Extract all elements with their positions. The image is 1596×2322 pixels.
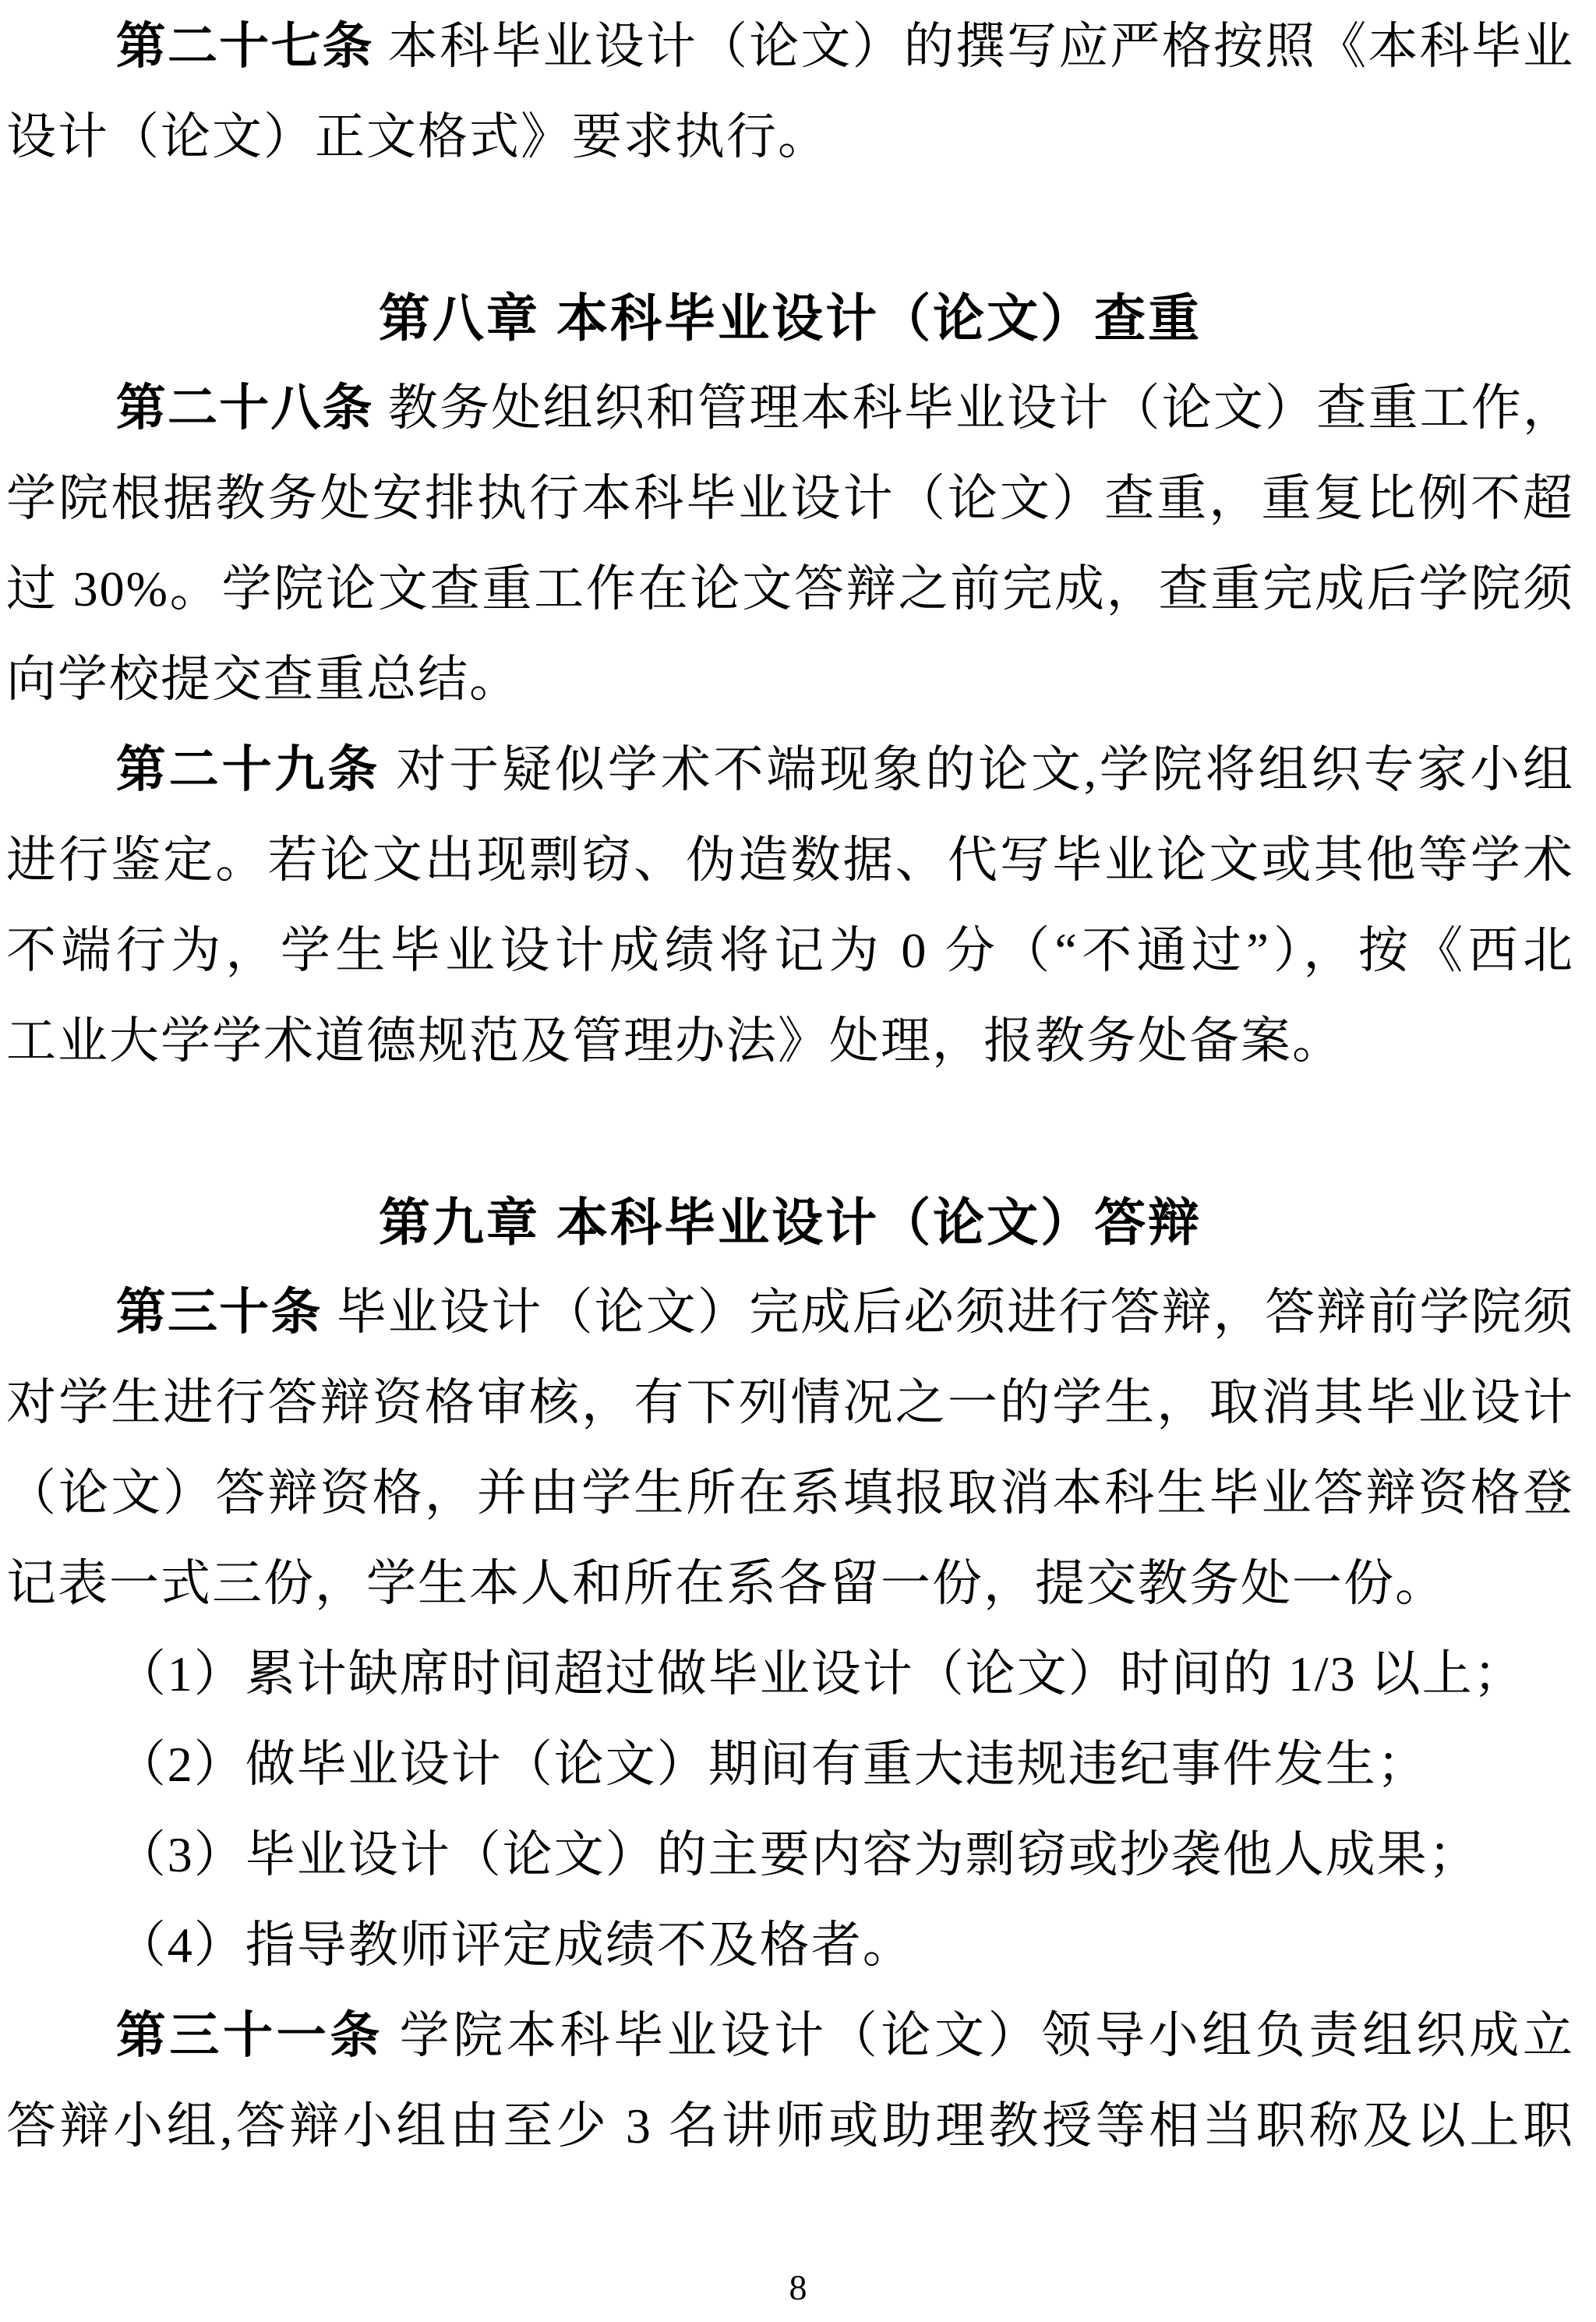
text-line	[6, 1448, 1574, 1539]
text-line	[6, 725, 1574, 815]
text-line	[6, 1900, 1574, 1991]
chapter-heading	[6, 273, 1574, 363]
line-text: 工业大学学术道德规范及管理办法》处理，报教务处备案。	[6, 1013, 1344, 1069]
blank-line	[6, 182, 1574, 273]
line-text: 学院根据教务处安排执行本科毕业设计（论文）查重，重复比例不超	[6, 471, 1574, 526]
text-line	[6, 1539, 1574, 1629]
text-line	[6, 1267, 1574, 1358]
line-text: 进行鉴定。若论文出现剽窃、伪造数据、代写毕业论文或其他等学术	[6, 832, 1574, 888]
line-text: 向学校提交查重总结。	[6, 652, 521, 707]
line-text: 对于疑似学术不端现象的论文,学院将组织专家小组	[380, 742, 1574, 797]
document-body	[6, 2, 1574, 2172]
text-line	[6, 1719, 1574, 1810]
text-line	[6, 544, 1574, 634]
line-text: 不端行为，学生毕业设计成绩将记为 0 分（“不通过”），按《西北	[6, 923, 1574, 978]
line-text: 记表一式三份，学生本人和所在系各留一份，提交教务处一份。	[6, 1556, 1446, 1611]
line-text: （3）毕业设计（论文）的主要内容为剽窃或抄袭他人成果；	[115, 1827, 1480, 1882]
line-text: 设计（论文）正文格式》要求执行。	[6, 109, 829, 164]
line-text: （4）指导教师评定成绩不及格者。	[115, 1917, 914, 1973]
article-number: 第二十九条	[115, 742, 381, 797]
chapter-heading	[6, 1177, 1574, 1267]
line-text: 第九章 本科毕业设计（论文）答辩	[378, 1193, 1202, 1251]
line-text: 学院本科毕业设计（论文）领导小组负责组织成立	[383, 2008, 1574, 2063]
article-number: 第二十七条	[115, 19, 374, 74]
line-text: （2）做毕业设计（论文）期间有重大违规违纪事件发生；	[115, 1737, 1428, 1792]
line-text: 过 30%。学院论文查重工作在论文答辩之前完成，查重完成后学院须	[6, 561, 1574, 617]
article-number: 第三十条	[115, 1285, 323, 1340]
text-line	[6, 2081, 1574, 2172]
text-line	[6, 363, 1574, 454]
text-line	[6, 1810, 1574, 1900]
text-line	[6, 906, 1574, 996]
line-text: 答辩小组,答辩小组由至少 3 名讲师或助理教授等相当职称及以上职	[6, 2098, 1574, 2154]
text-line	[6, 634, 1574, 725]
line-text: 对学生进行答辩资格审核，有下列情况之一的学生，取消其毕业设计	[6, 1375, 1574, 1430]
article-number: 第二十八条	[115, 380, 374, 436]
line-text: 本科毕业设计（论文）的撰写应严格按照《本科毕业	[373, 19, 1575, 74]
text-line	[6, 2, 1574, 92]
line-text: （1）累计缺席时间超过做毕业设计（论文）时间的 1/3 以上；	[115, 1646, 1525, 1702]
line-text: 第八章 本科毕业设计（论文）查重	[378, 289, 1202, 347]
text-line	[6, 1629, 1574, 1719]
blank-line	[6, 1087, 1574, 1177]
text-line	[6, 815, 1574, 906]
line-text: （论文）答辩资格，并由学生所在系填报取消本科生毕业答辩资格登	[6, 1465, 1574, 1521]
article-number: 第三十一条	[115, 2008, 383, 2063]
text-line	[6, 1358, 1574, 1448]
line-text: 毕业设计（论文）完成后必须进行答辩，答辩前学院须	[322, 1285, 1575, 1340]
line-text: 教务处组织和管理本科毕业设计（论文）查重工作，	[373, 380, 1575, 436]
text-line	[6, 92, 1574, 182]
text-line	[6, 454, 1574, 544]
page-number: 8	[789, 2267, 807, 2307]
text-line	[6, 996, 1574, 1087]
text-line	[6, 1991, 1574, 2081]
